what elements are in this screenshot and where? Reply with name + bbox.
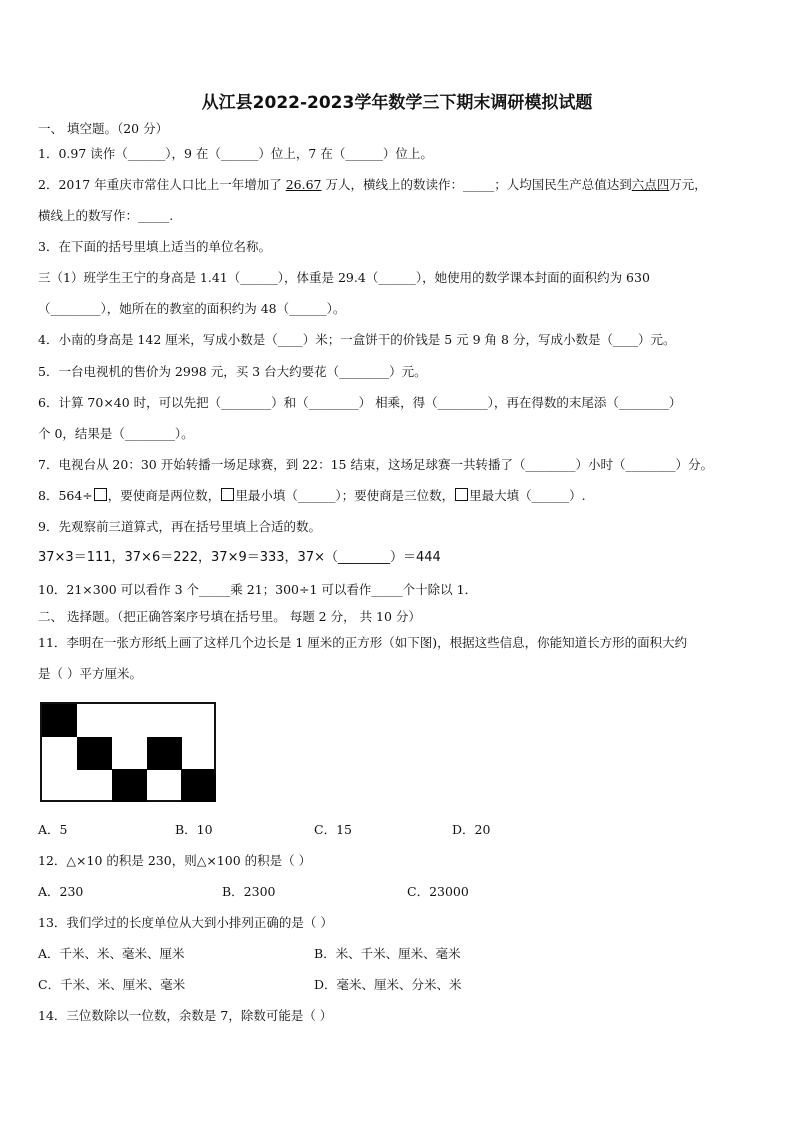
question-12: 12．△×10 的积是 230，则△×100 的积是（ ） — [38, 853, 312, 868]
question-14: 14．三位数除以一位数，余数是 7，除数可能是（ ） — [38, 1008, 333, 1023]
question-8 — [38, 488, 764, 504]
question-5: 5．一台电视机的售价为 2998 元，买 3 台大约要花（________）元。 — [38, 364, 427, 379]
black-square — [42, 704, 77, 737]
question-13: 13．我们学过的长度单位从大到小排列正确的是（ ） — [38, 915, 333, 930]
black-square — [181, 769, 216, 802]
squares-figure — [40, 702, 216, 802]
question-1: 1．0.97 读作（______），9 在（______）位上，7 在（______）位上。 — [38, 146, 433, 161]
page-title: 从江县2022-2023学年数学三下期末调研模拟试题 — [201, 93, 593, 113]
q13-option-b: B．米、千米、厘米、毫米 — [314, 946, 461, 961]
question-7: 7．电视台从 20：30 开始转播一场足球赛，到 22：15 结束，这场足球赛一共转播了（________）小时（________）分。 — [38, 457, 713, 472]
question-9-equations: 37×3＝111，37×6＝222，37×9＝333，37×（________）＝444 — [38, 550, 441, 565]
section-heading-choice: 二、 选择题。（把正确答案序号填在括号里。 每题 2 分， 共 10 分） — [38, 609, 421, 624]
q11-option-b: B．10 — [175, 822, 213, 837]
q13-option-a: A．千米、米、毫米、厘米 — [38, 946, 185, 961]
q8-text-a: 8．564÷ — [38, 488, 93, 503]
q2-text-c: 万元， — [669, 177, 707, 192]
question-3: 3．在下面的括号里填上适当的单位名称。 — [38, 239, 271, 254]
q12-option-c: C．23000 — [407, 884, 469, 899]
blank-box-icon — [455, 488, 468, 501]
question-2-line-1 — [38, 177, 764, 193]
q11-option-d: D．20 — [452, 822, 491, 837]
question-9: 9．先观察前三道算式，再在括号里填上合适的数。 — [38, 519, 321, 534]
q2-text-a: 2．2017 年重庆市常住人口比上一年增加了 — [38, 177, 286, 192]
q11-option-c: C．15 — [314, 822, 352, 837]
question-10: 10．21×300 可以看作 3 个_____乘 21；300÷1 可以看作_____个十除以 1． — [38, 582, 478, 597]
q8-text-b: ，要使商是两位数， — [107, 488, 221, 503]
q13-option-d: D．毫米、厘米、分米、米 — [314, 977, 462, 992]
q11-option-a: A．5 — [38, 822, 68, 837]
question-3-line-a: 三（1）班学生王宁的身高是 1.41（______），体重是 29.4（______），她使用的数学课本封面的面积约为 630 — [38, 270, 650, 285]
blank-box-icon — [221, 488, 234, 501]
q12-option-a: A．230 — [38, 884, 84, 899]
question-4: 4．小南的身高是 142 厘米，写成小数是（____）米；一盒饼干的价钱是 5 元 9 角 8 分，写成小数是（____）元。 — [38, 332, 676, 347]
question-2-line-2: 横线上的数写作：_____. — [38, 208, 174, 223]
question-3-line-b: （________），她所在的教室的面积约为 48（______）。 — [38, 301, 346, 316]
question-11-line-2: 是（ ）平方厘米。 — [38, 666, 142, 681]
blank-box-icon — [94, 488, 107, 501]
question-11-line-1: 11．李明在一张方形纸上画了这样几个边长是 1 厘米的正方形（如下图)，根据这些信息，你能知道长方形的面积大约 — [38, 635, 688, 650]
question-6-line-2: 个 0，结果是（________）。 — [38, 426, 194, 441]
question-6-line-1: 6．计算 70×40 时，可以先把（________）和（________） 相乘，得（________），再在得数的末尾添（________） — [38, 395, 682, 410]
section-heading-fill: 一、 填空题。（20 分） — [38, 121, 169, 136]
black-square — [112, 769, 147, 802]
q12-option-b: B．2300 — [222, 884, 276, 899]
q2-underlined-number: 26.67 — [285, 177, 322, 192]
black-square — [147, 737, 182, 770]
black-square — [77, 737, 112, 770]
q13-option-c: C．千米、米、厘米、毫米 — [38, 977, 186, 992]
q2-text-b: 万人，横线上的数读作：_____；人均国民生产总值达到 — [321, 177, 632, 192]
q8-text-c: 里最小填（______）；要使商是三位数， — [235, 488, 455, 503]
q2-underlined-words: 六点四 — [631, 177, 670, 192]
q8-text-d: 里最大填（______）. — [469, 488, 586, 503]
